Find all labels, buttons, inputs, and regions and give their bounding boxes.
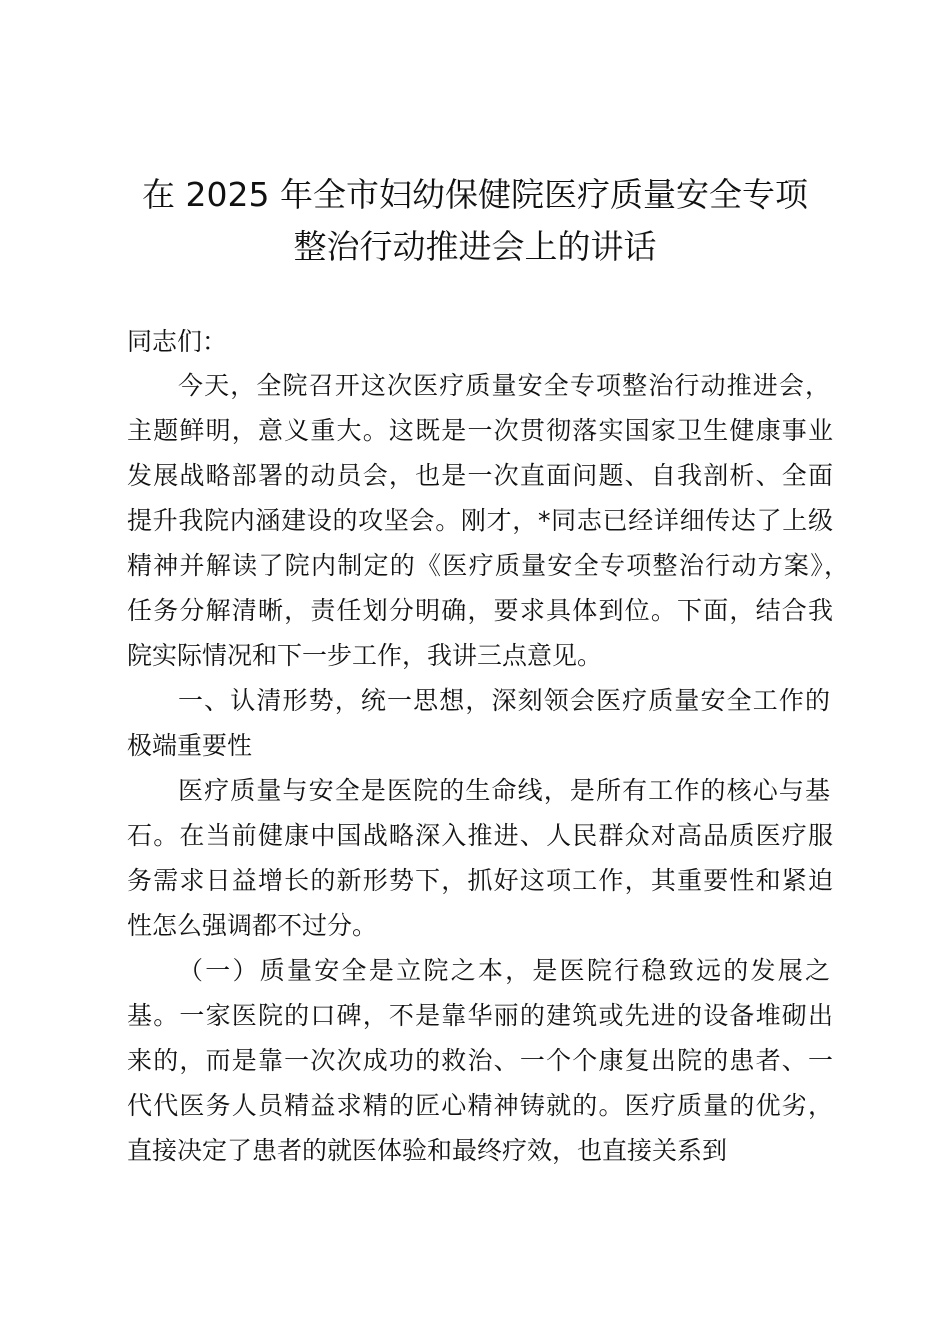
paragraph-line: 性怎么强调都不过分。 — [127, 911, 378, 940]
paragraph-line: 来的，而是靠一次次成功的救治、一个个康复出院的患者、一 — [127, 1046, 833, 1075]
paragraph-line: 提升我院内涵建设的攻坚会。刚才，*同志已经详细传达了上级 — [127, 506, 833, 535]
paragraph-line: 今天，全院召开这次医疗质量安全专项整治行动推进会， — [178, 371, 830, 400]
section-heading-line: 极端重要性 — [127, 731, 253, 760]
paragraph-line: 医疗质量与安全是医院的生命线，是所有工作的核心与基 — [178, 776, 830, 805]
paragraph-line: 直接决定了患者的就医体验和最终疗效，也直接关系到 — [127, 1136, 728, 1165]
paragraph-line: 任务分解清晰，责任划分明确，要求具体到位。下面，结合我 — [127, 596, 833, 625]
paragraph-line: 精神并解读了院内制定的《医疗质量安全专项整治行动方案》， — [127, 551, 849, 580]
paragraph-line: 务需求日益增长的新形势下，抓好这项工作，其重要性和紧迫 — [127, 866, 833, 895]
section-heading-line: 一、认清形势，统一思想，深刻领会医疗质量安全工作的 — [178, 686, 830, 715]
paragraph-line: 主题鲜明，意义重大。这既是一次贯彻落实国家卫生健康事业 — [127, 416, 833, 445]
paragraph-line: 代代医务人员精益求精的匠心精神铸就的。医疗质量的优劣， — [127, 1091, 833, 1120]
paragraph-line: 发展战略部署的动员会，也是一次直面问题、自我剖析、全面 — [127, 461, 833, 490]
paragraph-line: 石。在当前健康中国战略深入推进、人民群众对高品质医疗服 — [127, 821, 833, 850]
paragraph-line: 基。一家医院的口碑，不是靠华丽的建筑或先进的设备堆砌出 — [127, 1001, 833, 1030]
document-title-line-2: 整治行动推进会上的讲话 — [293, 227, 657, 266]
paragraph-line: （一）质量安全是立院之本，是医院行稳致远的发展之 — [178, 956, 830, 985]
paragraph-line: 院实际情况和下一步工作，我讲三点意见。 — [127, 641, 603, 670]
document-title-line-1: 在 2025 年全市妇幼保健院医疗质量安全专项 — [142, 175, 808, 214]
salutation: 同志们： — [127, 327, 228, 356]
